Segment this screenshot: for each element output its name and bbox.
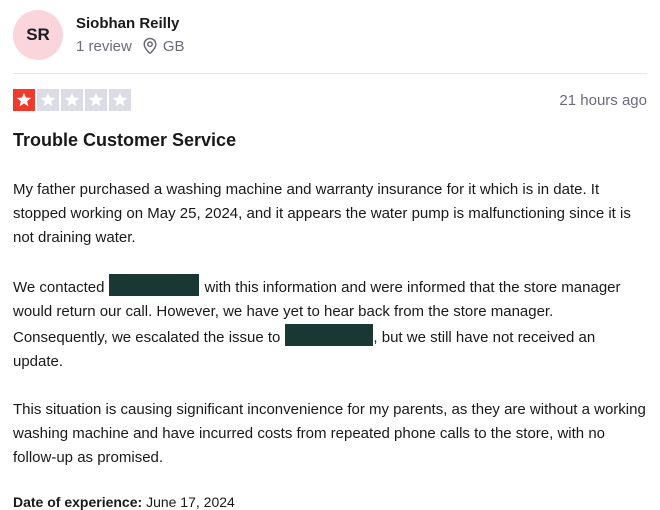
review-paragraph-3: This situation is causing significant inconvenience for my parents, as they are without a working washing machine and have incurred costs from repeated phone calls to the store, with no follow-up as promised. [13, 401, 646, 466]
redaction-box-2 [285, 324, 373, 346]
star-icon [37, 89, 59, 111]
reviewer-meta [76, 37, 185, 55]
star-icon [61, 89, 83, 111]
reviewer-name[interactable]: Siobhan Reilly [76, 15, 180, 32]
star-icon [85, 89, 107, 111]
review-paragraph-2 [13, 274, 647, 374]
date-of-experience [13, 494, 647, 510]
rating-row [13, 89, 647, 111]
paragraph-2-text-middle: with this information and were informed that the store manager would return our call. However, we have yet to hear back from the store manager. Consequently, we escalated the issue to [13, 279, 621, 346]
location-code: GB [162, 37, 185, 55]
reviewer-info [76, 15, 185, 55]
avatar[interactable] [13, 10, 63, 60]
star-icon [13, 89, 35, 111]
star-rating [13, 89, 131, 111]
date-of-experience-label: Date of experience: [13, 494, 143, 510]
review-body [13, 178, 647, 470]
date-of-experience-value: June 17, 2024 [146, 494, 235, 510]
location-pin-icon [142, 37, 158, 55]
review-title[interactable]: Trouble Customer Service [13, 130, 237, 150]
paragraph-2-text-after: , but we still have not received an update. [13, 329, 596, 370]
reviewer-header [13, 10, 647, 60]
review-timestamp: 21 hours ago [559, 91, 647, 109]
paragraph-2-text-before: We contacted [13, 279, 105, 296]
review-count: 1 review [76, 37, 132, 55]
reviewer-location [142, 37, 185, 55]
review-paragraph-1: My father purchased a washing machine and warranty insurance for it which is in date. It stopped working on May 25, 2024, and it appears the water pump is malfunctioning since it is not draining water. [13, 181, 631, 246]
avatar-initials: SR [26, 25, 50, 44]
star-icon [109, 89, 131, 111]
redaction-box-1 [109, 274, 199, 296]
header-divider [13, 73, 647, 74]
